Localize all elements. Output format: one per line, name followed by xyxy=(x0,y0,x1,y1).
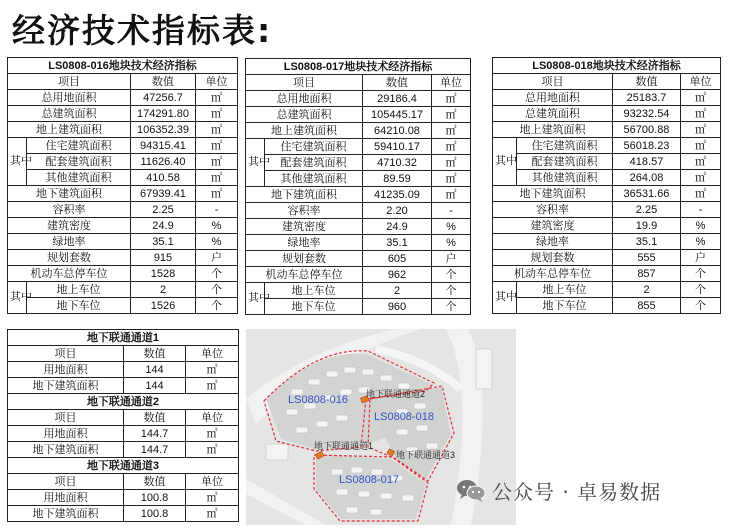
row-label: 总用地面积 xyxy=(493,90,613,106)
plot-label-017: LS0808-017 xyxy=(339,474,399,486)
row-label: 地上车位 xyxy=(517,282,613,298)
table-row xyxy=(246,203,471,219)
row-value: 2 xyxy=(131,282,196,298)
plot-label-016: LS0808-016 xyxy=(288,394,348,406)
row-value: 2 xyxy=(613,282,681,298)
row-value: 67939.41 xyxy=(131,186,196,202)
header-value: 数值 xyxy=(124,410,186,426)
row-label: 机动车总停车位 xyxy=(8,266,131,282)
header-value: 数值 xyxy=(131,74,196,90)
row-unit: ㎡ xyxy=(681,106,721,122)
row-value: 59410.17 xyxy=(363,139,432,155)
indicator-table-016 xyxy=(7,57,238,314)
table-row xyxy=(8,250,238,266)
row-value: 41235.09 xyxy=(363,187,432,203)
indicator-table-018 xyxy=(492,57,721,314)
row-label: 地上建筑面积 xyxy=(493,122,613,138)
row-unit: % xyxy=(196,218,238,234)
row-value: 2 xyxy=(363,283,432,299)
row-value: 24.9 xyxy=(131,218,196,234)
row-unit: 户 xyxy=(196,250,238,266)
row-value: 144 xyxy=(124,378,186,394)
row-label: 机动车总停车位 xyxy=(493,266,613,282)
watermark-text: 公众号 · 卓易数据 xyxy=(492,480,662,504)
row-unit: ㎡ xyxy=(196,106,238,122)
row-unit: 个 xyxy=(681,266,721,282)
row-label: 总建筑面积 xyxy=(246,107,363,123)
row-unit: ㎡ xyxy=(681,122,721,138)
row-unit: 个 xyxy=(432,299,471,315)
row-value: 89.59 xyxy=(363,171,432,187)
watermark xyxy=(456,476,661,505)
row-value: 35.1 xyxy=(363,235,432,251)
table-row xyxy=(246,139,471,155)
tunnel-label-2: 地下联通通道2 xyxy=(366,389,426,399)
row-unit: ㎡ xyxy=(681,138,721,154)
row-label: 地下建筑面积 xyxy=(8,378,124,394)
table-row xyxy=(246,219,471,235)
row-unit: ㎡ xyxy=(186,426,239,442)
row-unit: % xyxy=(432,219,471,235)
row-label: 地下建筑面积 xyxy=(8,186,131,202)
table-row xyxy=(8,90,238,106)
link3-title: 地下联通通道3 xyxy=(8,458,239,474)
row-label: 绿地率 xyxy=(246,235,363,251)
row-label: 住宅建筑面积 xyxy=(265,139,363,155)
row-value: 915 xyxy=(131,250,196,266)
row-label: 住宅建筑面积 xyxy=(517,138,613,154)
row-value: 100.8 xyxy=(124,490,186,506)
row-value: 2.25 xyxy=(613,202,681,218)
row-value: 100.8 xyxy=(124,506,186,522)
header-value: 数值 xyxy=(363,75,432,91)
row-unit: % xyxy=(196,234,238,250)
wechat-icon xyxy=(456,478,486,504)
row-value: 605 xyxy=(363,251,432,267)
table-header-row xyxy=(246,75,471,91)
row-label: 地下车位 xyxy=(27,298,131,314)
row-unit: ㎡ xyxy=(432,171,471,187)
row-unit: 个 xyxy=(196,298,238,314)
header-unit: 单位 xyxy=(186,474,239,490)
row-unit: ㎡ xyxy=(432,123,471,139)
table-row xyxy=(493,138,721,154)
header-unit: 单位 xyxy=(196,74,238,90)
table-row xyxy=(246,267,471,283)
row-unit: 个 xyxy=(432,267,471,283)
table-row xyxy=(8,362,239,378)
row-value: 410.58 xyxy=(131,170,196,186)
row-value: 29186.4 xyxy=(363,91,432,107)
table-header-row xyxy=(8,410,239,426)
table-row xyxy=(493,154,721,170)
table-row xyxy=(246,107,471,123)
row-unit: ㎡ xyxy=(432,187,471,203)
row-value: 2.20 xyxy=(363,203,432,219)
header-item: 项目 xyxy=(8,474,124,490)
table-row xyxy=(493,266,721,282)
qizhong-label: 其中 xyxy=(493,282,517,314)
row-value: 1528 xyxy=(131,266,196,282)
table-row xyxy=(8,138,238,154)
table-row xyxy=(493,218,721,234)
indicator-table-017 xyxy=(245,58,471,315)
table-row xyxy=(246,155,471,171)
row-unit: ㎡ xyxy=(186,490,239,506)
row-value: 1526 xyxy=(131,298,196,314)
row-label: 总建筑面积 xyxy=(493,106,613,122)
row-label: 规划套数 xyxy=(8,250,131,266)
row-label: 地下建筑面积 xyxy=(246,187,363,203)
row-unit: ㎡ xyxy=(432,107,471,123)
row-label: 用地面积 xyxy=(8,362,124,378)
table-row xyxy=(8,122,238,138)
row-unit: ㎡ xyxy=(432,91,471,107)
table-row xyxy=(493,202,721,218)
table-row xyxy=(493,298,721,314)
row-label: 地下车位 xyxy=(517,298,613,314)
table-row xyxy=(493,282,721,298)
row-label: 住宅建筑面积 xyxy=(27,138,131,154)
table-row xyxy=(8,426,239,442)
link1-title: 地下联通通道1 xyxy=(8,330,239,346)
row-label: 其他建筑面积 xyxy=(517,170,613,186)
row-value: 960 xyxy=(363,299,432,315)
table-row xyxy=(8,298,238,314)
header-item: 项目 xyxy=(8,410,124,426)
row-label: 其他建筑面积 xyxy=(27,170,131,186)
row-label: 建筑密度 xyxy=(246,219,363,235)
row-value: 106352.39 xyxy=(131,122,196,138)
row-label: 规划套数 xyxy=(246,251,363,267)
row-unit: ㎡ xyxy=(196,90,238,106)
row-value: 35.1 xyxy=(613,234,681,250)
row-label: 总建筑面积 xyxy=(8,106,131,122)
qizhong-label: 其中 xyxy=(493,138,517,186)
row-value: 64210.08 xyxy=(363,123,432,139)
table-title: LS0808-016地块技术经济指标 xyxy=(8,58,238,74)
table-row xyxy=(8,154,238,170)
row-value: 94315.41 xyxy=(131,138,196,154)
row-label: 容积率 xyxy=(8,202,131,218)
table-row xyxy=(8,218,238,234)
row-label: 总用地面积 xyxy=(8,90,131,106)
row-value: 857 xyxy=(613,266,681,282)
header-item: 项目 xyxy=(8,346,124,362)
table-row xyxy=(8,490,239,506)
row-value: 56018.23 xyxy=(613,138,681,154)
table-header-row xyxy=(493,74,721,90)
table-row xyxy=(8,442,239,458)
row-unit: 户 xyxy=(432,251,471,267)
table-row xyxy=(8,170,238,186)
row-label: 地上建筑面积 xyxy=(8,122,131,138)
header-unit: 单位 xyxy=(432,75,471,91)
row-value: 264.08 xyxy=(613,170,681,186)
table-header-row xyxy=(8,474,239,490)
row-label: 配套建筑面积 xyxy=(517,154,613,170)
table-row xyxy=(8,186,238,202)
row-label: 地下建筑面积 xyxy=(493,186,613,202)
row-unit: ㎡ xyxy=(432,139,471,155)
row-label: 建筑密度 xyxy=(8,218,131,234)
row-label: 配套建筑面积 xyxy=(27,154,131,170)
table-row xyxy=(493,122,721,138)
row-unit: ㎡ xyxy=(681,186,721,202)
row-unit: 户 xyxy=(681,250,721,266)
table-row xyxy=(246,251,471,267)
row-value: 93232.54 xyxy=(613,106,681,122)
row-unit: ㎡ xyxy=(186,378,239,394)
qizhong-label: 其中 xyxy=(246,139,265,187)
row-value: 25183.7 xyxy=(613,90,681,106)
underground-link-table xyxy=(7,329,239,522)
row-label: 地下建筑面积 xyxy=(8,506,124,522)
row-label: 地上车位 xyxy=(265,283,363,299)
row-unit: 个 xyxy=(681,282,721,298)
row-unit: ㎡ xyxy=(186,506,239,522)
table-row xyxy=(493,170,721,186)
row-value: 36531.66 xyxy=(613,186,681,202)
qizhong-label: 其中 xyxy=(8,282,27,314)
table-row xyxy=(493,90,721,106)
row-label: 绿地率 xyxy=(8,234,131,250)
table-row xyxy=(8,378,239,394)
row-unit: ㎡ xyxy=(432,155,471,171)
row-label: 规划套数 xyxy=(493,250,613,266)
row-value: 855 xyxy=(613,298,681,314)
row-label: 地下建筑面积 xyxy=(8,442,124,458)
row-label: 总用地面积 xyxy=(246,91,363,107)
plot-label-018: LS0808-018 xyxy=(374,411,434,423)
header-value: 数值 xyxy=(124,346,186,362)
table-row xyxy=(246,283,471,299)
row-value: 144.7 xyxy=(124,442,186,458)
table-row xyxy=(246,187,471,203)
header-unit: 单位 xyxy=(186,346,239,362)
row-value: 105445.17 xyxy=(363,107,432,123)
row-unit: ㎡ xyxy=(681,170,721,186)
row-value: 35.1 xyxy=(131,234,196,250)
row-label: 容积率 xyxy=(246,203,363,219)
table-header-row xyxy=(8,74,238,90)
row-label: 用地面积 xyxy=(8,490,124,506)
row-unit: 个 xyxy=(681,298,721,314)
row-label: 地上建筑面积 xyxy=(246,123,363,139)
row-label: 机动车总停车位 xyxy=(246,267,363,283)
table-title: LS0808-017地块技术经济指标 xyxy=(246,59,471,75)
table-row xyxy=(493,234,721,250)
row-unit: ㎡ xyxy=(681,90,721,106)
table-row xyxy=(8,106,238,122)
row-label: 容积率 xyxy=(493,202,613,218)
row-unit: 个 xyxy=(196,266,238,282)
row-unit: ㎡ xyxy=(196,154,238,170)
table-row xyxy=(493,186,721,202)
row-unit: ㎡ xyxy=(196,186,238,202)
header-unit: 单位 xyxy=(186,410,239,426)
row-value: 11626.40 xyxy=(131,154,196,170)
header-item: 项目 xyxy=(8,74,131,90)
row-value: 144 xyxy=(124,362,186,378)
row-label: 地上车位 xyxy=(27,282,131,298)
row-label: 配套建筑面积 xyxy=(265,155,363,171)
row-label: 用地面积 xyxy=(8,426,124,442)
table-row xyxy=(246,91,471,107)
table-title: LS0808-018地块技术经济指标 xyxy=(493,58,721,74)
row-label: 其他建筑面积 xyxy=(265,171,363,187)
row-value: 418.57 xyxy=(613,154,681,170)
table-row xyxy=(246,123,471,139)
header-value: 数值 xyxy=(613,74,681,90)
row-value: 24.9 xyxy=(363,219,432,235)
header-value: 数值 xyxy=(124,474,186,490)
table-row xyxy=(8,282,238,298)
table-row xyxy=(8,202,238,218)
row-value: 4710.32 xyxy=(363,155,432,171)
table-row xyxy=(8,266,238,282)
row-value: 144.7 xyxy=(124,426,186,442)
row-unit: 个 xyxy=(196,282,238,298)
header-unit: 单位 xyxy=(681,74,721,90)
row-label: 地下车位 xyxy=(265,299,363,315)
row-unit: ㎡ xyxy=(196,122,238,138)
qizhong-label: 其中 xyxy=(8,138,27,186)
table-row xyxy=(8,234,238,250)
row-unit: % xyxy=(681,234,721,250)
table-row xyxy=(8,506,239,522)
row-value: 47256.7 xyxy=(131,90,196,106)
row-label: 建筑密度 xyxy=(493,218,613,234)
row-unit: ㎡ xyxy=(186,362,239,378)
row-unit: % xyxy=(432,235,471,251)
table-row xyxy=(246,299,471,315)
row-unit: ㎡ xyxy=(186,442,239,458)
link2-title: 地下联通通道2 xyxy=(8,394,239,410)
table-row xyxy=(246,235,471,251)
row-unit: ㎡ xyxy=(681,154,721,170)
tunnel-label-3: 地下联通通道3 xyxy=(396,450,456,460)
row-label: 绿地率 xyxy=(493,234,613,250)
qizhong-label: 其中 xyxy=(246,283,265,315)
table-row xyxy=(493,106,721,122)
row-unit: - xyxy=(196,202,238,218)
table-row xyxy=(493,250,721,266)
row-value: 56700.88 xyxy=(613,122,681,138)
tunnel-label-1: 地下联通通道1 xyxy=(314,441,374,451)
page-title: 经济技术指标表: xyxy=(12,11,273,50)
row-unit: ㎡ xyxy=(196,170,238,186)
table-row xyxy=(246,171,471,187)
table-header-row xyxy=(8,346,239,362)
row-unit: - xyxy=(681,202,721,218)
row-unit: ㎡ xyxy=(196,138,238,154)
row-value: 555 xyxy=(613,250,681,266)
header-item: 项目 xyxy=(246,75,363,91)
row-unit: % xyxy=(681,218,721,234)
row-value: 19.9 xyxy=(613,218,681,234)
header-item: 项目 xyxy=(493,74,613,90)
row-unit: 个 xyxy=(432,283,471,299)
row-value: 962 xyxy=(363,267,432,283)
row-unit: - xyxy=(432,203,471,219)
row-value: 174291.80 xyxy=(131,106,196,122)
row-value: 2.25 xyxy=(131,202,196,218)
